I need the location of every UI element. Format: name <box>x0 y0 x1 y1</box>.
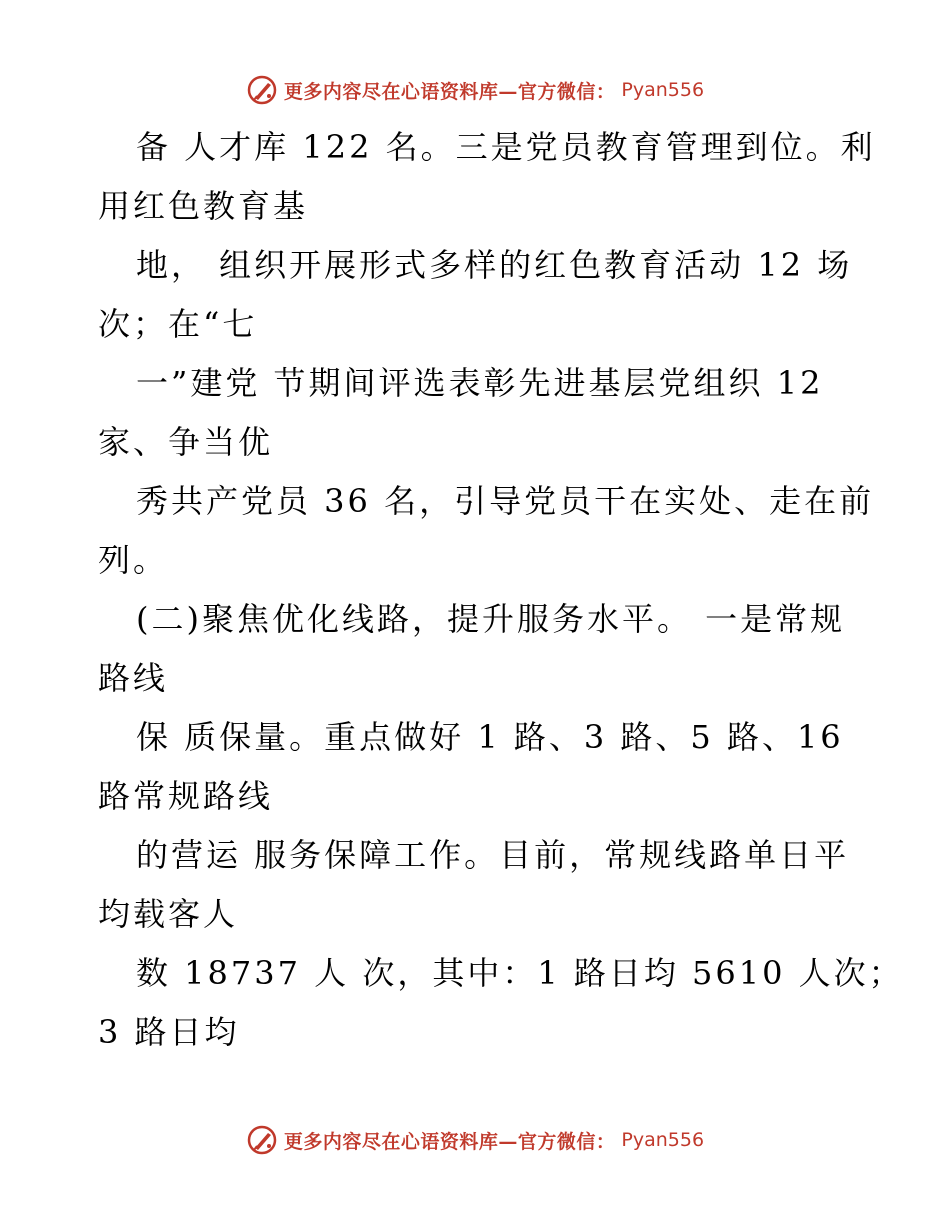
section-heading-line: (二)聚焦优化线路，提升服务水平。 一是常规 <box>136 600 846 638</box>
text-line: 一”建党 节期间评选表彰先进基层党组织 12 <box>136 364 824 402</box>
watermark-banner <box>246 74 704 106</box>
watermark-text: 更多内容尽在心语资料库—官方微信： <box>283 1130 616 1153</box>
text-line: 数 18737 人 次，其中：1 路日均 5610 人次； <box>136 954 904 992</box>
text-line: 备 人才库 122 名。三是党员教育管理到位。利 <box>136 128 876 166</box>
text-line: 的营运 服务保障工作。目前，常规线路单日平 <box>136 836 850 874</box>
watermark-wechat-id: Pyan556 <box>621 79 705 101</box>
text-line: 秀共产党员 36 名，引导党员干在实处、走在前 <box>136 482 875 520</box>
text-line: 保 质保量。重点做好 1 路、3 路、5 路、16 <box>136 718 844 756</box>
text-line: 列。 <box>98 541 169 579</box>
text-line: 家、争当优 <box>98 423 274 461</box>
quill-pen-icon <box>246 74 278 106</box>
watermark-banner <box>246 1124 704 1156</box>
text-line: 路线 <box>98 659 169 697</box>
page-header-watermark <box>0 70 950 110</box>
text-line: 均载客人 <box>98 895 239 933</box>
page-footer-watermark <box>0 1120 950 1160</box>
text-line: 路常规路线 <box>98 777 274 815</box>
document-body <box>98 118 904 1062</box>
watermark-text: 更多内容尽在心语资料库—官方微信： <box>283 80 616 103</box>
text-line: 用红色教育基 <box>98 187 309 225</box>
text-line: 3 路日均 <box>98 1013 240 1051</box>
text-line: 地， 组织开展形式多样的红色教育活动 12 场 <box>136 246 853 284</box>
quill-pen-icon <box>246 1124 278 1156</box>
watermark-wechat-id: Pyan556 <box>621 1129 705 1151</box>
text-line: 次；在“七 <box>98 305 258 343</box>
